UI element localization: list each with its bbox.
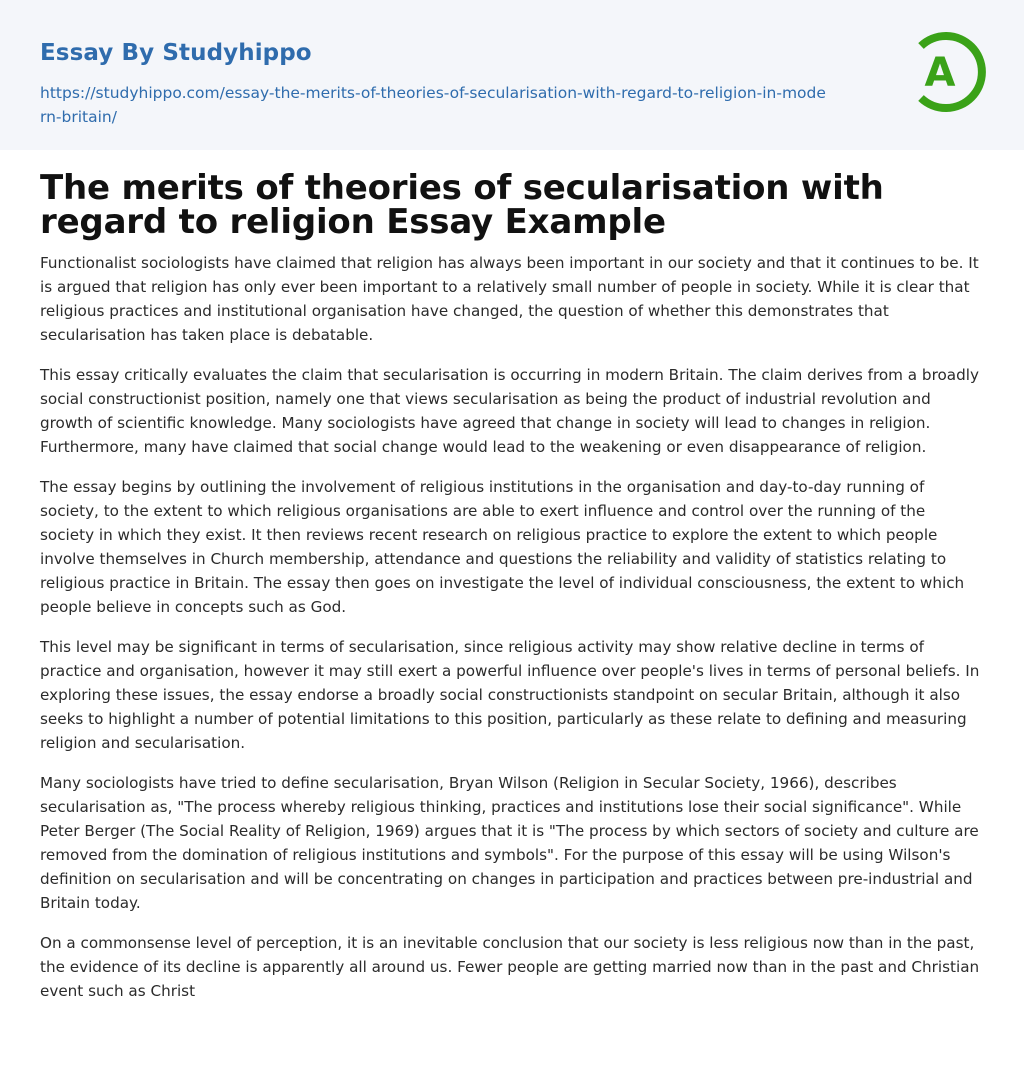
brand-title[interactable]: Essay By Studyhippo <box>40 40 312 66</box>
essay-paragraph: Functionalist sociologists have claimed that religion has always been important in our society and that it continues to be. It is argued that religion has only ever been important to a relatively small number of people in society. While it is clear that religious practices and institutional organisation have changed, the question of whether this demonstrates that secularisation has taken place is debatable. <box>40 254 979 344</box>
essay-paragraph: On a commonsense level of perception, it is an inevitable conclusion that our society is less religious now than in the past, the evidence of its decline is apparently all around us. Fewer people are getting married now than in the past and Christian event such as Christ <box>40 934 980 1000</box>
studyhippo-logo-icon[interactable] <box>909 29 987 115</box>
source-url-link[interactable]: https://studyhippo.com/essay-the-merits-of-theories-of-secularisation-with-regard-to-religion-in-modern-britain/ <box>40 84 826 126</box>
essay-content <box>40 168 980 1019</box>
essay-paragraph: This level may be significant in terms of secularisation, since religious activity may show relative decline in terms of practice and organisation, however it may still exert a powerful influence over people's lives in terms of personal beliefs. In exploring these issues, the essay endorse a broadly social constructionists standpoint on secular Britain, although it also seeks to highlight a number of potential limitations to this position, particularly as these relate to defining and measuring religion and secularisation. <box>40 638 980 752</box>
essay-title: The merits of theories of secularisation with regard to religion Essay Example <box>40 168 884 242</box>
logo-letter: A <box>924 50 956 96</box>
essay-paragraph: The essay begins by outlining the involvement of religious institutions in the organisation and day-to-day running of society, to the extent to which religious organisations are able to exert influence and control over the running of the society in which they exist. It then reviews recent research on religious practice to explore the extent to which people involve themselves in Church membership, attendance and questions the reliability and validity of statistics relating to religious practice in Britain. The essay then goes on investigate the level of individual consciousness, the extent to which people believe in concepts such as God. <box>40 478 965 616</box>
essay-paragraph: This essay critically evaluates the claim that secularisation is occurring in modern Britain. The claim derives from a broadly social constructionist position, namely one that views secularisation as being the product of industrial revolution and growth of scientific knowledge. Many sociologists have agreed that change in society will lead to changes in religion. Furthermore, many have claimed that social change would lead to the weakening or even disappearance of religion. <box>40 366 979 456</box>
essay-paragraph: Many sociologists have tried to define secularisation, Bryan Wilson (Religion in Secular Society, 1966), describes secularisation as, "The process whereby religious thinking, practices and institutions lose their social significance". While Peter Berger (The Social Reality of Religion, 1969) argues that it is "The process by which sectors of society and culture are removed from the domination of religious institutions and symbols". For the purpose of this essay will be using Wilson's definition on secularisation and will be concentrating on changes in participation and practices between pre-industrial and Britain today. <box>40 774 979 912</box>
site-header <box>0 0 1024 150</box>
